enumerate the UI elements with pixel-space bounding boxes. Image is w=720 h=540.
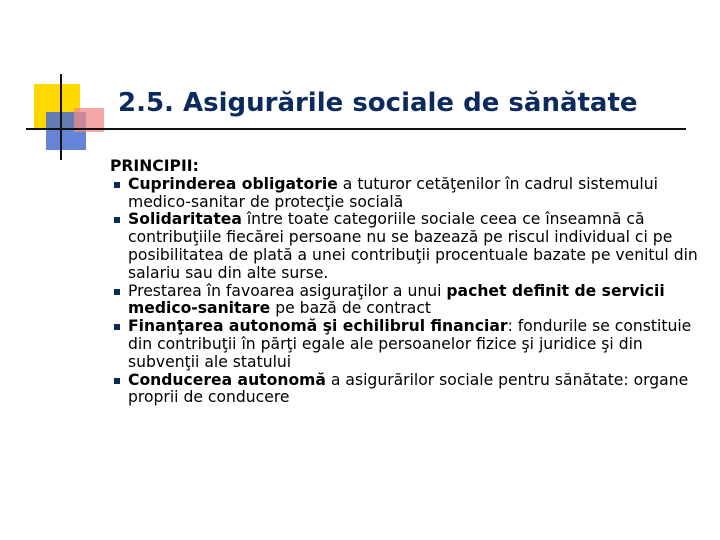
principles-list: [110, 176, 710, 407]
square-bullet-icon: [114, 324, 120, 330]
item-text: pe bază de contract: [270, 299, 432, 318]
principles-heading: PRINCIPII:: [110, 157, 199, 175]
list-item: [110, 176, 710, 212]
item-bold-text: Conducerea autonomă: [128, 370, 326, 389]
decor-vertical-line: [60, 74, 62, 160]
list-item: [110, 211, 710, 282]
item-bold-text: Cuprinderea obligatorie: [128, 174, 338, 193]
item-text: a tuturor cetăţenilor în cadrul sistemului medico-sanitar de protecţie socială: [128, 174, 658, 211]
item-bold-text: Solidaritatea: [128, 210, 242, 229]
title-underline: [26, 128, 686, 130]
slide-body: [110, 158, 710, 407]
item-bold-text: pachet definit de servicii medico-sanitare: [128, 281, 665, 318]
item-bold-text: Finanţarea autonomă şi echilibrul financiar: [128, 317, 508, 336]
list-item: [110, 318, 710, 371]
item-text: între toate categoriile sociale ceea ce înseamnă că contribuţiile fiecărei persoane nu se bazează pe riscul individual ci pe posibilitatea de plată a unei contribuţii procentuale bazate pe venitul din salariu sau din alte surse.: [128, 210, 698, 282]
list-item: [110, 372, 710, 408]
square-bullet-icon: [114, 217, 120, 223]
item-text: : fondurile se constituie din contribuţii în părţi egale ale persoanelor fizice şi juridice şi din subvenţii ale statului: [128, 317, 692, 371]
square-bullet-icon: [114, 378, 120, 384]
slide-title: 2.5. Asigurările sociale de sănătate: [118, 88, 638, 118]
item-text: Prestarea în favoarea asiguraţilor a unui: [128, 281, 447, 300]
square-bullet-icon: [114, 289, 120, 295]
list-item: [110, 283, 710, 319]
square-bullet-icon: [114, 182, 120, 188]
item-text: a asigurărilor sociale pentru sănătate: organe proprii de conducere: [128, 370, 689, 407]
